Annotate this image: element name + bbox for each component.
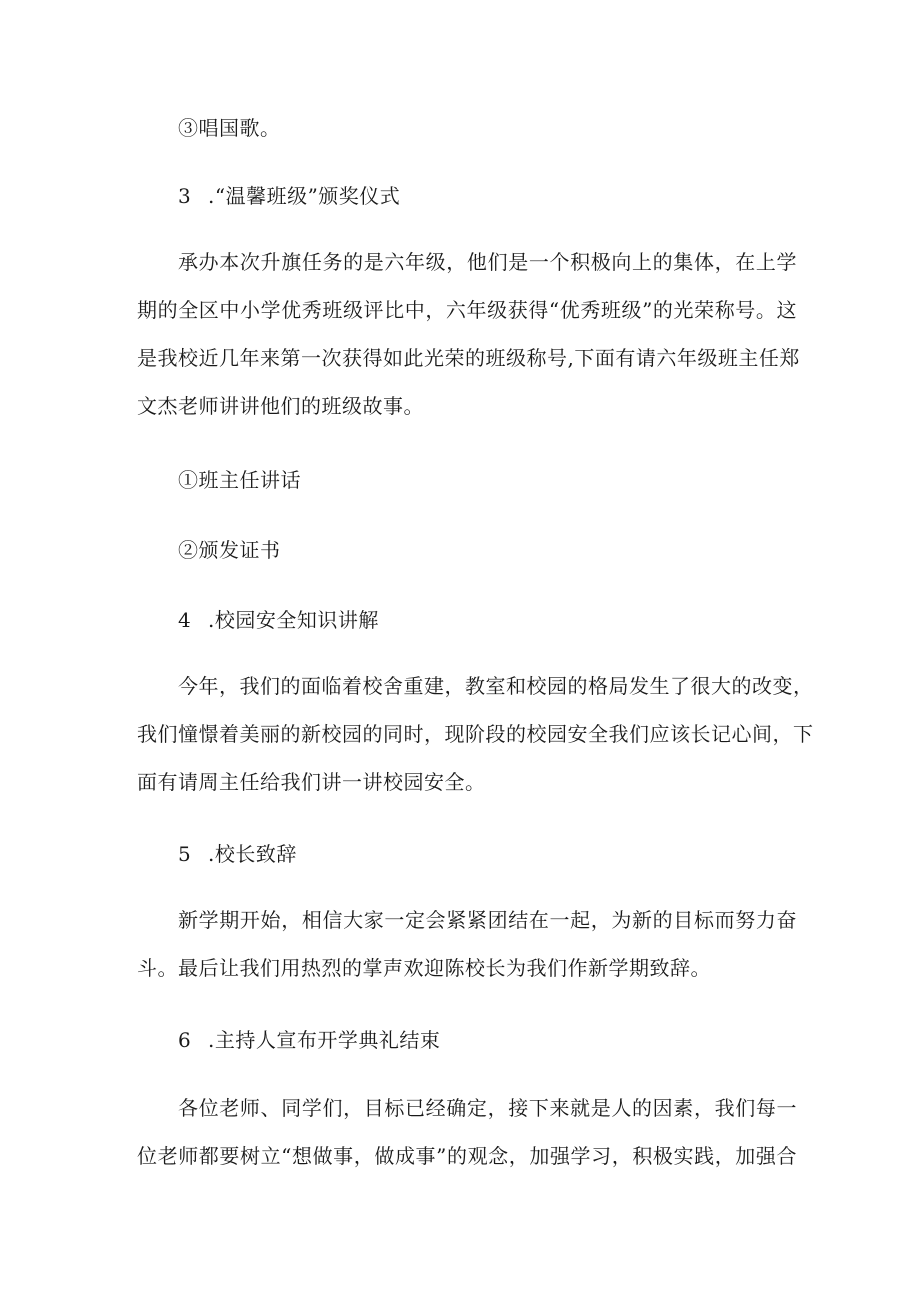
step-award-certificates: ②颁发证书: [178, 538, 281, 562]
paragraph-line: 面有请周主任给我们讲一讲校园安全。: [137, 770, 486, 794]
paragraph-line: 各位老师、同学们，目标已经确定，接下来就是人的因素，我们每一: [178, 1096, 797, 1120]
paragraph-line: 位老师都要树立“想做事，做成事”的观念，加强学习，积极实践，加强合: [137, 1144, 797, 1168]
section-number: 3: [178, 184, 192, 208]
section-number: 4: [178, 608, 192, 632]
paragraph-line: 新学期开始，相信大家一定会紧紧团结在一起，为新的目标而努力奋: [178, 908, 797, 932]
section-heading-6: [178, 1026, 440, 1054]
paragraph-line: 我们憧憬着美丽的新校园的同时，现阶段的校园安全我们应该长记心间，下: [137, 722, 814, 746]
paragraph-line: 斗。最后让我们用热烈的掌声欢迎陈校长为我们作新学期致辞。: [137, 956, 711, 980]
section-title: .主持人宣布开学典礼结束: [208, 1028, 441, 1052]
section-heading-5: [178, 840, 297, 868]
section-title: .“温馨班级”颁奖仪式: [208, 184, 401, 208]
step-teacher-speech: ①班主任讲话: [178, 468, 301, 492]
step-sing-anthem: ③唱国歌。: [178, 116, 281, 140]
paragraph-line: 是我校近几年来第一次获得如此光荣的班级称号,下面有请六年级班主任郑: [137, 346, 800, 370]
section-heading-4: [178, 606, 379, 634]
section-title: .校长致辞: [208, 842, 297, 866]
section-heading-3: [178, 182, 400, 210]
section-title: .校园安全知识讲解: [208, 608, 379, 632]
paragraph-line: 文杰老师讲讲他们的班级故事。: [137, 394, 424, 418]
paragraph-line: 期的全区中小学优秀班级评比中，六年级获得“优秀班级”的光荣称号。这: [137, 298, 797, 322]
paragraph-line: 今年，我们的面临着校舍重建，教室和校园的格局发生了很大的改变，: [178, 674, 814, 698]
paragraph-line: 承办本次升旗任务的是六年级，他们是一个积极向上的集体，在上学: [178, 250, 797, 274]
section-number: 5: [178, 842, 192, 866]
section-number: 6: [178, 1028, 192, 1052]
